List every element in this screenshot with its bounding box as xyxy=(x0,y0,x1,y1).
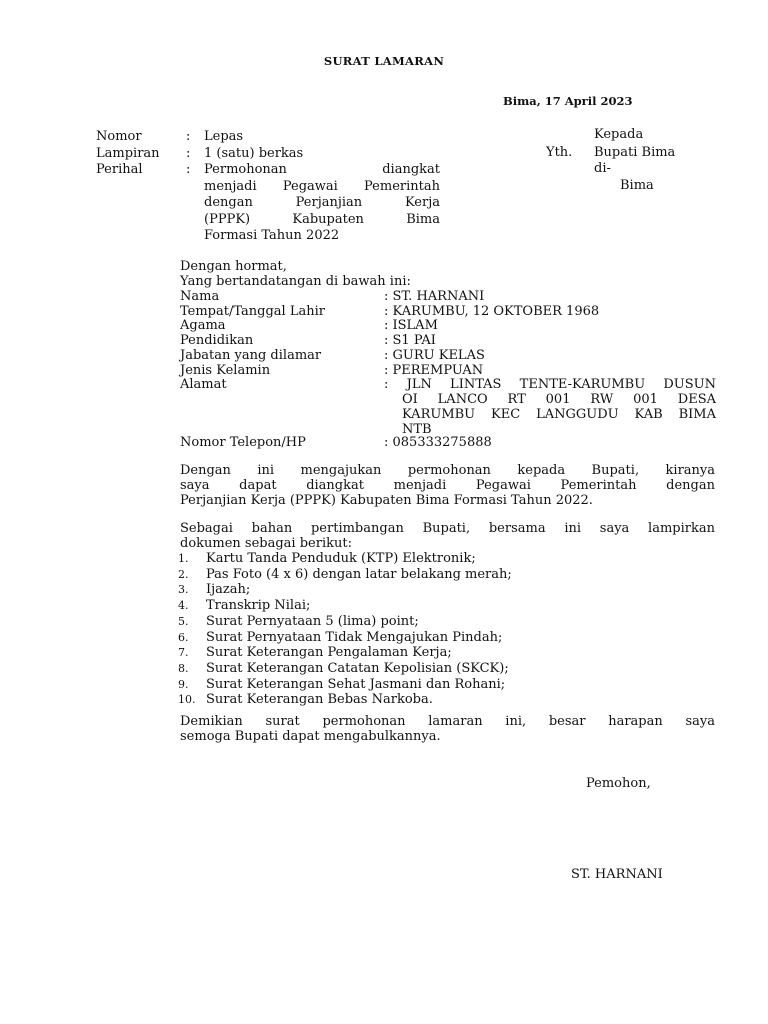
paragraph-line: Sebagai bahan pertimbangan Bupati, bersama ini saya lampirkan xyxy=(180,521,715,536)
list-item xyxy=(178,551,718,567)
recipient-kepada: Kepada xyxy=(594,127,644,142)
list-number: 5. xyxy=(178,614,189,628)
list-number: 1. xyxy=(178,552,189,565)
alamat-line: : JLN LINTAS TENTE-KARUMBU DUSUN xyxy=(384,377,716,392)
perihal-line: Formasi Tahun 2022 xyxy=(204,228,340,243)
list-number: 8. xyxy=(178,661,189,675)
list-item xyxy=(178,661,718,677)
list-item xyxy=(178,677,718,693)
perihal-line: dengan Perjanjian Kerja xyxy=(204,195,440,210)
nama-label: Nama xyxy=(180,289,220,304)
jenis-kelamin-label: Jenis Kelamin xyxy=(180,363,271,378)
list-item xyxy=(178,614,718,630)
recipient-name: Bupati Bima xyxy=(594,145,676,160)
nama-value: : ST. HARNANI xyxy=(384,289,485,304)
jabatan-value: : GURU KELAS xyxy=(384,348,485,363)
signature-name: ST. HARNANI xyxy=(571,867,663,882)
list-text: Transkrip Nilai; xyxy=(206,598,311,614)
telepon-label: Nomor Telepon/HP xyxy=(180,435,306,450)
list-number: 4. xyxy=(178,599,189,613)
list-text: Kartu Tanda Penduduk (KTP) Elektronik; xyxy=(206,551,476,566)
list-text: Surat Pernyataan 5 (lima) point; xyxy=(206,613,419,629)
lampiran-value: 1 (satu) berkas xyxy=(204,146,304,161)
telepon-value: : 085333275888 xyxy=(384,435,492,450)
pendidikan-label: Pendidikan xyxy=(180,333,254,348)
perihal-value xyxy=(204,162,440,245)
paragraph-request xyxy=(180,463,715,508)
pendidikan-value: : S1 PAI xyxy=(384,333,436,348)
recipient-di: di- xyxy=(594,161,611,176)
list-number: 9. xyxy=(178,677,189,691)
greeting: Dengan hormat, xyxy=(180,259,287,274)
letter-date: Bima, 17 April 2023 xyxy=(503,94,633,108)
jenis-kelamin-value: : PEREMPUAN xyxy=(384,363,484,378)
list-number: 7. xyxy=(178,646,189,660)
lampiran-label: Lampiran xyxy=(96,146,160,161)
nomor-label: Nomor xyxy=(96,129,142,144)
list-text: Surat Keterangan Pengalaman Kerja; xyxy=(206,645,452,661)
list-number: 3. xyxy=(178,583,189,597)
paragraph-line: saya dapat diangkat menjadi Pegawai Pemerintah dengan xyxy=(180,478,715,493)
list-item xyxy=(178,582,718,598)
paragraph-closing xyxy=(180,714,715,744)
paragraph-line: semoga Bupati dapat mengabulkannya. xyxy=(180,729,441,744)
list-text: Ijazah; xyxy=(206,582,251,598)
attachment-list xyxy=(178,551,718,708)
ttl-label: Tempat/Tanggal Lahir xyxy=(180,304,325,319)
paragraph-line: Perjanjian Kerja (PPPK) Kabupaten Bima Formasi Tahun 2022. xyxy=(180,493,593,508)
jabatan-label: Jabatan yang dilamar xyxy=(180,348,322,363)
agama-value: : ISLAM xyxy=(384,318,438,333)
alamat-value xyxy=(384,377,716,437)
alamat-line: OI LANCO RT 001 RW 001 DESA xyxy=(402,392,716,407)
signature-label: Pemohon, xyxy=(586,776,651,791)
lampiran-colon: : xyxy=(186,146,191,161)
list-number: 10. xyxy=(178,693,196,707)
alamat-line: NTB xyxy=(402,422,432,437)
perihal-line: menjadi Pegawai Pemerintah xyxy=(204,178,440,194)
perihal-label: Perihal xyxy=(96,162,143,177)
paragraph-line: Demikian surat permohonan lamaran ini, besar harapan saya xyxy=(180,714,715,729)
list-item xyxy=(178,692,718,708)
list-item xyxy=(178,598,718,614)
paragraph-line: dokumen sebagai berikut: xyxy=(180,536,352,551)
nomor-value: Lepas xyxy=(204,129,244,144)
list-number: 6. xyxy=(178,630,189,644)
recipient-yth: Yth. xyxy=(546,145,573,160)
list-text: Surat Keterangan Catatan Kepolisian (SKCK); xyxy=(206,660,509,676)
agama-label: Agama xyxy=(180,318,226,333)
list-item xyxy=(178,630,718,646)
recipient-place: Bima xyxy=(620,178,654,193)
list-number: 2. xyxy=(178,567,189,581)
list-text: Surat Pernyataan Tidak Mengajukan Pindah; xyxy=(206,629,503,645)
list-item xyxy=(178,567,718,583)
nomor-colon: : xyxy=(186,129,191,144)
perihal-line: Permohonan diangkat xyxy=(204,162,440,177)
list-text: Surat Keterangan Bebas Narkoba. xyxy=(206,692,433,708)
intro: Yang bertandatangan di bawah ini: xyxy=(180,274,411,289)
list-item xyxy=(178,645,718,661)
perihal-colon: : xyxy=(186,162,191,177)
list-text: Surat Keterangan Sehat Jasmani dan Rohani; xyxy=(206,676,506,692)
ttl-value: : KARUMBU, 12 OKTOBER 1968 xyxy=(384,304,600,319)
perihal-line: (PPPK) Kabupaten Bima xyxy=(204,211,440,227)
list-text: Pas Foto (4 x 6) dengan latar belakang merah; xyxy=(206,566,512,582)
letter-title: SURAT LAMARAN xyxy=(323,54,445,68)
paragraph-attachments-intro xyxy=(180,521,715,551)
paragraph-line: Dengan ini mengajukan permohonan kepada Bupati, kiranya xyxy=(180,463,715,478)
alamat-label: Alamat xyxy=(180,377,227,392)
alamat-line: KARUMBU KEC LANGGUDU KAB BIMA xyxy=(402,407,716,422)
